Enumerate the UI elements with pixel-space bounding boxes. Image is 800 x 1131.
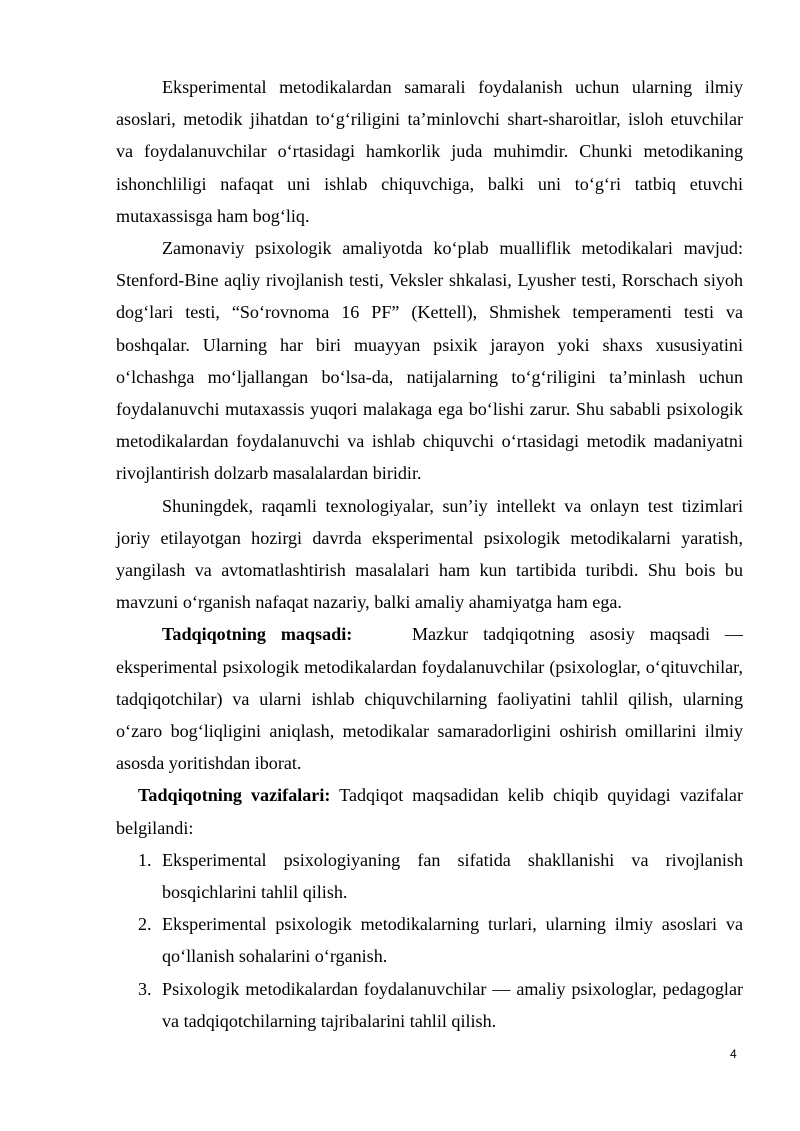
task-text: Psixologik metodikalardan foydalanuvchilar — amaliy psixologlar, pedagoglar va tadqiqotchilarning tajribalarini tahlil qilish. <box>162 978 743 1031</box>
task-number: 3. <box>138 978 152 999</box>
goal-heading: Tadqiqotning maqsadi: <box>162 624 353 645</box>
task-item <box>116 973 743 1037</box>
goal-text: Mazkur tadqiqotning asosiy maqsadi — eksperimental psixologik metodikalardan foydalanuvchilar (psixologlar, o‘qituvchilar, tadqiqotchilar) va ularni ishlab chiquvchilarning faoliyatini tahlil qilish, ularning o‘zaro bog‘liqligini aniqlash, metodikalar samaradorligini oshirish omillarini ilmiy asosda yoritishdan iborat. <box>116 624 743 774</box>
task-number: 1. <box>138 849 152 870</box>
page-number: 4 <box>730 1047 737 1061</box>
paragraph-tasks <box>116 779 743 843</box>
paragraph-intro: Eksperimental metodikalardan samarali foydalanish uchun ularning ilmiy asoslari, metodik jihatdan to‘g‘riligini ta’minlovchi shart-sharoitlar, isloh etuvchilar va foydalanuvchilar o‘rtasidagi hamkorlik juda muhimdir. Chunki metodikaning ishonchliligi nafaqat uni ishlab chiquvchiga, balki uni to‘g‘ri tatbiq etuvchi mutaxassisga ham bog‘liq. <box>116 77 743 226</box>
paragraph-methods: Zamonaviy psixologik amaliyotda ko‘plab mualliflik metodikalari mavjud: Stenford-Bine aqliy rivojlanish testi, Veksler shkalasi, Lyusher testi, Rorschach siyoh dog‘lari testi, “So‘rovnoma 16 PF” (Kettell), Shmishek temperamenti testi va boshqalar. Ularning har biri muayyan psixik jarayon yoki shaxs xususiyatini o‘lchashga mo‘ljallangan bo‘lsa-da, natijalarning to‘g‘riligini ta’minlash uchun foydalanuvchi mutaxassis yuqori malakaga ega bo‘lishi zarur. Shu sababli psixologik metodikalardan foydalanuvchi va ishlab chiquvchi o‘rtasidagi metodik madaniyatni rivojlantirish dolzarb masalalardan biridir. <box>116 238 743 484</box>
task-item <box>116 844 743 908</box>
task-number: 2. <box>138 914 152 935</box>
task-item <box>116 908 743 972</box>
tasks-heading: Tadqiqotning vazifalari: <box>138 785 331 806</box>
page-content <box>116 71 743 1037</box>
tasks-intro: Tadqiqot maqsadidan kelib chiqib quyidagi vazifalar belgilandi: <box>116 785 743 838</box>
tasks-list <box>116 844 743 1037</box>
task-text: Eksperimental psixologiyaning fan sifatida shakllanishi va rivojlanish bosqichlarini tahlil qilish. <box>162 849 743 903</box>
task-text: Eksperimental psixologik metodikalarning turlari, ularning ilmiy asoslari va qo‘llanish sohalarini o‘rganish. <box>162 914 743 967</box>
paragraph-goal <box>116 618 743 779</box>
paragraph-digital: Shuningdek, raqamli texnologiyalar, sun’iy intellekt va onlayn test tizimlari joriy etilayotgan hozirgi davrda eksperimental psixologik metodikalarni yaratish, yangilash va avtomatlashtirish masalalari ham kun tartibida turibdi. Shu bois bu mavzuni o‘rganish nafaqat nazariy, balki amaliy ahamiyatga ham ega. <box>116 495 743 613</box>
